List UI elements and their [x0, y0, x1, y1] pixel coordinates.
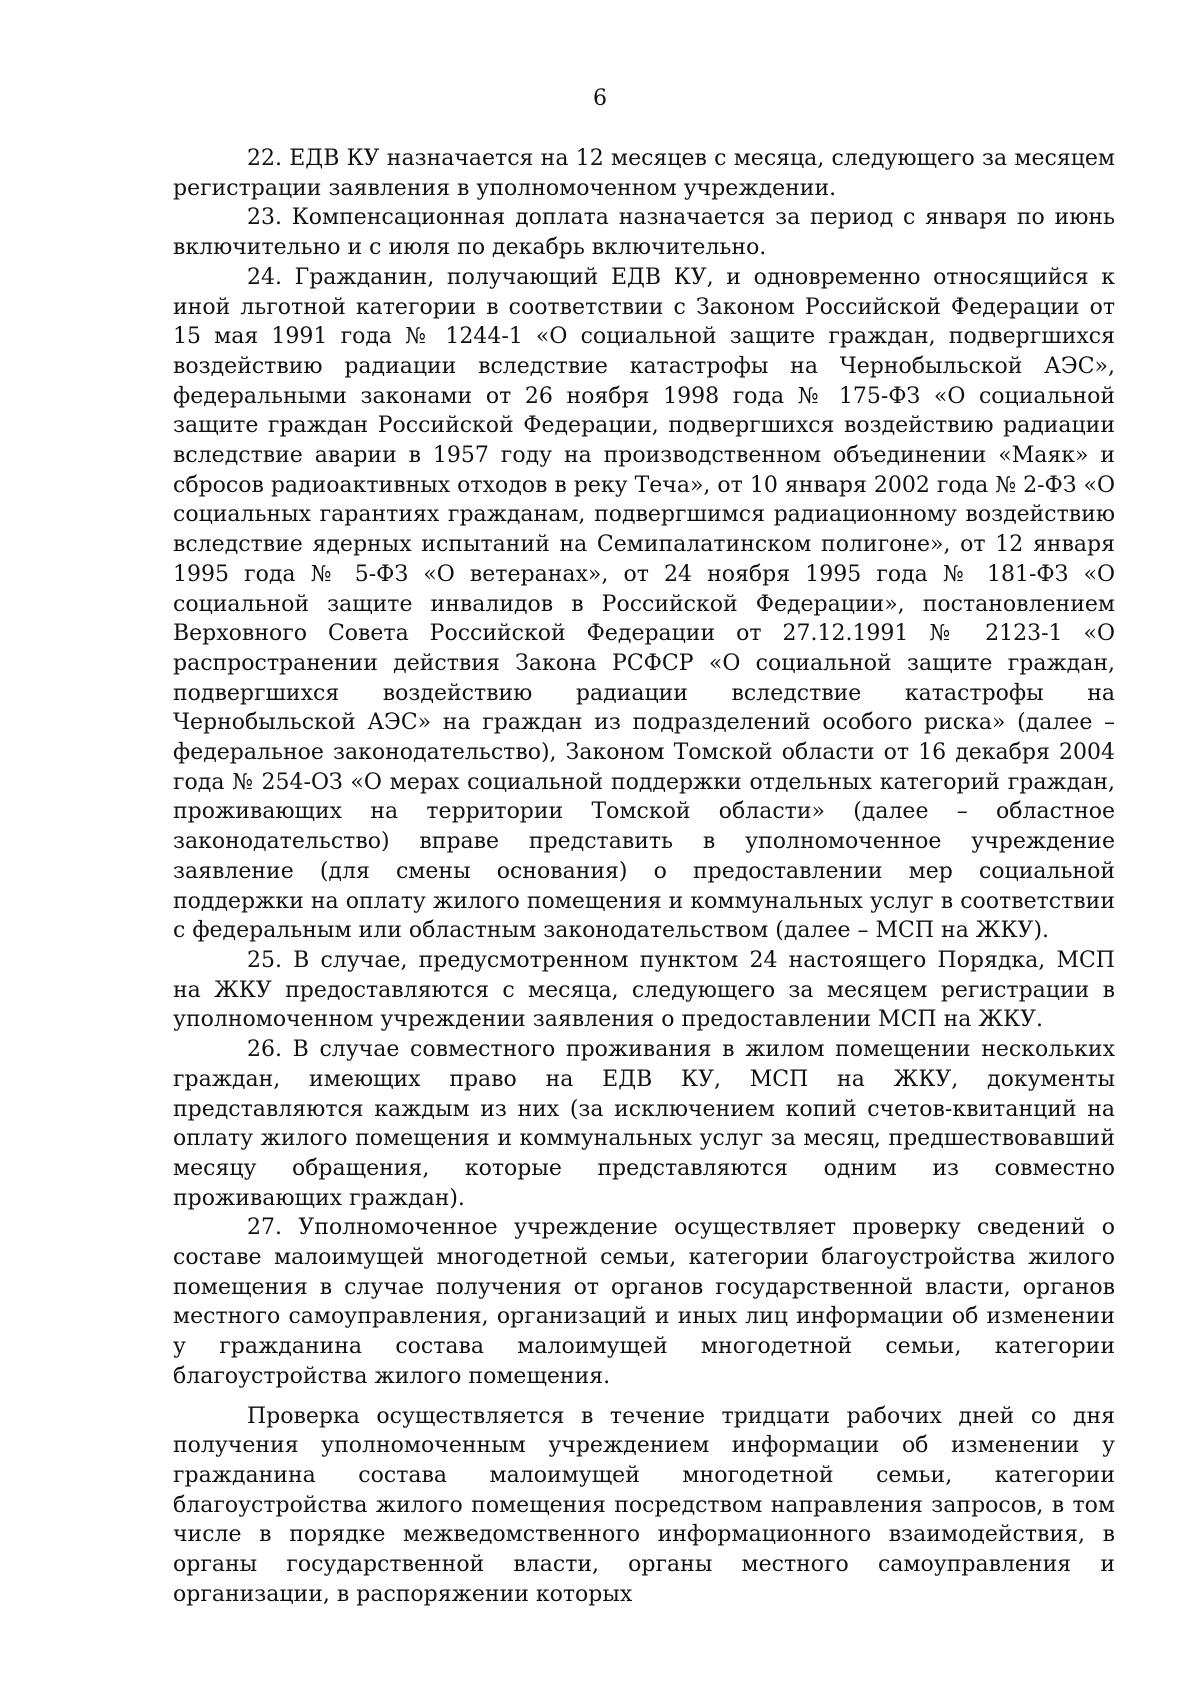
document-body — [173, 144, 1115, 1609]
paragraph-23: 23. Компенсационная доплата назначается за период с января по июнь включительно и с июля по декабрь включительно. — [173, 205, 1115, 261]
paragraph-24: 24. Гражданин, получающий ЕДВ КУ, и одновременно относящийся к иной льготной категории в соответствии с Законом Российской Федерации от 15 мая 1991 года № 1244-1 «О социальной защите граждан, подвергшихся воздействию радиации вследствие катастрофы на Чернобыльской АЭС», федеральными законами от 26 ноября 1998 года № 175-ФЗ «О социальной защите граждан Российской Федерации, подвергшихся воздействию радиации вследствие аварии в 1957 году на производственном объединении «Маяк» и сбросов радиоактивных отходов в реку Теча», от 10 января 2002 года № 2-ФЗ «О социальных гарантиях гражданам, подвергшимся радиационному воздействию вследствие ядерных испытаний на Семипалатинском полигоне», от 12 января 1995 года № 5-ФЗ «О ветеранах», от 24 ноября 1995 года № 181-ФЗ «О социальной защите инвалидов в Российской Федерации», постановлением Верховного Совета Российской Федерации от 27.12.1991 № 2123-1 «О распространении действия Закона РСФСР «О социальной защите граждан, подвергшихся воздействию радиации вследствие катастрофы на Чернобыльской АЭС» на граждан из подразделений особого риска» (далее – федеральное законодательство), Законом Томской области от 16 декабря 2004 года № 254-ОЗ «О мерах социальной поддержки отдельных категорий граждан, проживающих на территории Томской области» (далее – областное законодательство) вправе представить в уполномоченное учреждение заявление (для смены основания) о предоставлении мер социальной поддержки на оплату жилого помещения и коммунальных услуг в соответствии с федеральным или областным законодательством (далее – МСП на ЖКУ). — [173, 264, 1115, 944]
paragraph-26: 26. В случае совместного проживания в жилом помещении нескольких граждан, имеющих право на ЕДВ КУ, МСП на ЖКУ, документы представляются каждым из них (за исключением копий счетов-квитанций на оплату жилого помещения и коммунальных услуг за месяц, предшествовавший месяцу обращения, которые представляются одним из совместно проживающих граждан). — [173, 1037, 1115, 1211]
paragraph-22: 22. ЕДВ КУ назначается на 12 месяцев с месяца, следующего за месяцем регистрации заявления в уполномоченном учреждении. — [173, 146, 1115, 201]
paragraph-27: 27. Уполномоченное учреждение осуществляет проверку сведений о составе малоимущей многодетной семьи, категории благоустройства жилого помещения в случае получения от органов государственной власти, органов местного самоуправления, организаций и иных лиц информации об изменении у гражданина состава малоимущей многодетной семьи, категории благоустройства жилого помещения. — [173, 1215, 1115, 1389]
paragraph-verification: Проверка осуществляется в течение тридцати рабочих дней со дня получения уполномоченным учреждением информации об изменении у гражданина состава малоимущей многодетной семьи, категории благоустройства жилого помещения посредством направления запросов, в том числе в порядке межведомственного информационного взаимодействия, в органы государственной власти, органы местного самоуправления и организации, в распоряжении которых — [173, 1403, 1115, 1607]
page-number: 6 — [593, 86, 607, 111]
paragraph-25: 25. В случае, предусмотренном пунктом 24 настоящего Порядка, МСП на ЖКУ предоставляются с месяца, следующего за месяцем регистрации в уполномоченном учреждении заявления о предоставлении МСП на ЖКУ. — [173, 947, 1115, 1033]
